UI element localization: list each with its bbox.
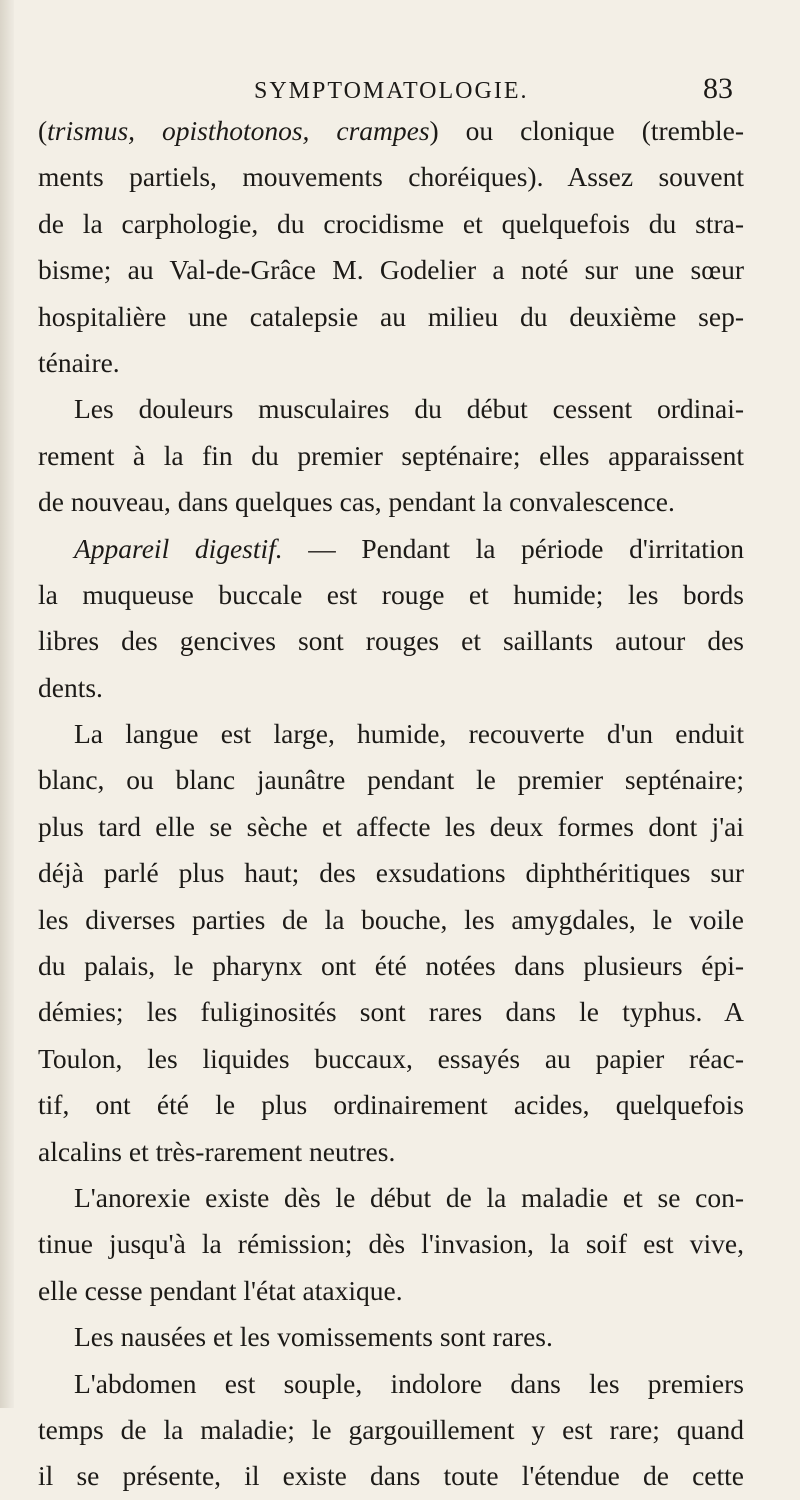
text-line: il se présente, il existe dans toute l'étendue de cette xyxy=(38,1460,744,1492)
text-line: de nouveau, dans quelques cas, pendant la convalescence. xyxy=(38,486,675,518)
text-line: (trismus, opisthotonos, crampes) ou clonique (tremble- xyxy=(38,115,745,146)
text-line: hospitalière une catalepsie au milieu du deuxième sep- xyxy=(38,300,744,332)
text-line: plus tard elle se sèche et affecte les deux formes dont j'ai xyxy=(38,810,744,842)
text-line: elle cesse pendant l'état ataxique. xyxy=(38,1274,403,1306)
text-line: La langue est large, humide, recouverte d'un enduit xyxy=(74,718,744,750)
text-line: déjà parlé plus haut; des exsudations diphthéritiques sur xyxy=(38,857,744,889)
text-line: temps de la maladie; le gargouillement y est rare; quand xyxy=(38,1413,744,1445)
text-line: la muqueuse buccale est rouge et humide; les bords xyxy=(38,578,744,610)
text-line: libres des gencives sont rouges et saillants autour des xyxy=(38,625,744,657)
text-line: rement à la fin du premier septénaire; elles apparaissent xyxy=(38,439,744,471)
text-line: blanc, ou blanc jaunâtre pendant le premier septénaire; xyxy=(38,764,744,796)
text-line: L'abdomen est souple, indolore dans les premiers xyxy=(74,1367,744,1399)
text-line: du palais, le pharynx ont été notées dans plusieurs épi- xyxy=(38,950,744,982)
text-line: Appareil digestif. — Pendant la période d'irritation xyxy=(74,532,744,564)
text-line: tif, ont été le plus ordinairement acides, quelquefois xyxy=(38,1089,744,1121)
text-line: ments partiels, mouvements choréiques). Assez souvent xyxy=(38,161,744,193)
text-line: Les douleurs musculaires du début cessent ordinai- xyxy=(74,393,744,425)
text-line: dents. xyxy=(38,671,103,703)
text-line: les diverses parties de la bouche, les amygdales, le voile xyxy=(38,903,744,935)
text-line: alcalins et très-rarement neutres. xyxy=(38,1135,396,1167)
text-line: Les nausées et les vomissements sont rares. xyxy=(74,1321,553,1353)
text-line: bisme; au Val-de-Grâce M. Godelier a noté sur une sœur xyxy=(38,254,744,286)
body-text xyxy=(38,108,744,1500)
page-edge-shadow xyxy=(0,0,14,1408)
text-line: tinue jusqu'à la rémission; dès l'invasion, la soif est vive, xyxy=(38,1228,744,1260)
page-number: 83 xyxy=(703,72,733,105)
text-line: Toulon, les liquides buccaux, essayés au papier réac- xyxy=(38,1042,744,1074)
text-line: démies; les fuliginosités sont rares dans le typhus. A xyxy=(38,996,744,1028)
text-line: ténaire. xyxy=(38,346,120,378)
running-header: SYMPTOMATOLOGIE. xyxy=(254,78,529,104)
text-line: L'anorexie existe dès le début de la maladie et se con- xyxy=(74,1181,744,1213)
text-line: de la carphologie, du crocidisme et quelquefois du stra- xyxy=(38,207,744,239)
